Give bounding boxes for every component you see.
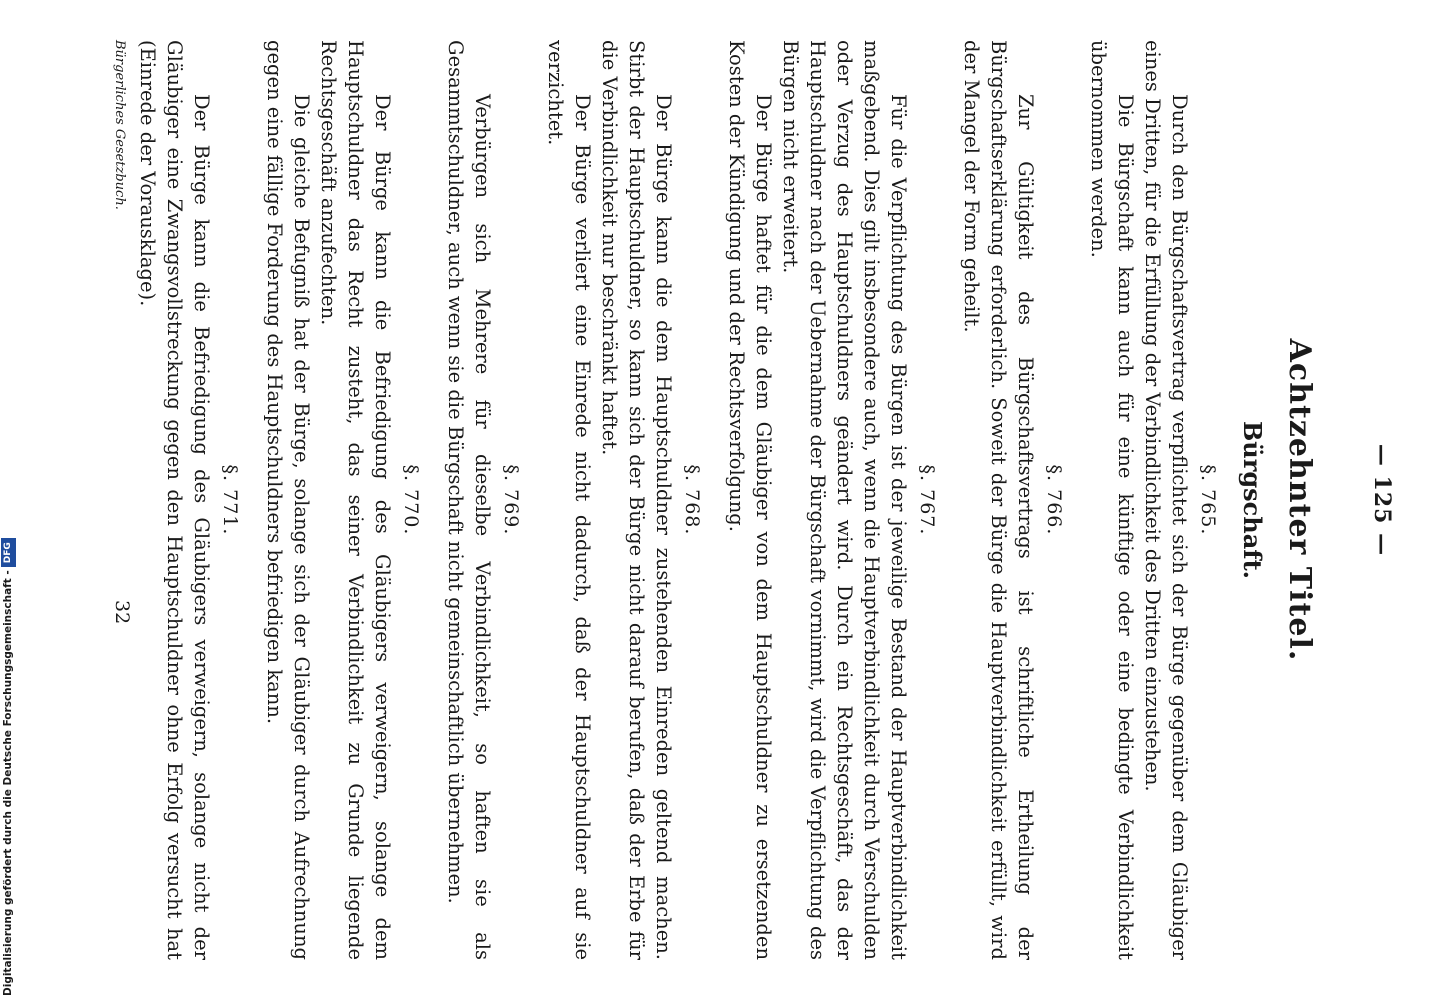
section-heading: §. 765.: [1197, 464, 1219, 536]
document-body: [134, 40, 1225, 960]
section-heading: §. 770.: [400, 464, 422, 536]
chapter-subtitle: Bürgschaft.: [1238, 420, 1267, 580]
section-heading: §. 766.: [1043, 464, 1065, 536]
banner-text: Digitalisierung gefördert durch die Deutsche Forschungsgemeinschaft -: [2, 570, 14, 996]
section-770: [261, 40, 422, 960]
section-767: [723, 40, 938, 960]
paragraph: Der Bürge verliert eine Einrede nicht dadurch, daß der Hauptschuldner auf sie verzichtet.: [544, 40, 594, 960]
chapter-title: Achtzehnter Titel.: [1282, 338, 1317, 662]
paragraph: Der Bürge haftet für die dem Gläubiger von dem Hauptschuldner zu ersetzenden Kosten der Kündigung und der Rechtsverfolgung.: [725, 40, 775, 960]
section-765: [1085, 40, 1219, 960]
paragraph: Durch den Bürgschaftsvertrag verpflichtet sich der Bürge gegenüber dem Gläubiger eines Dritten, für die Erfüllung der Verbindlichkeit des Dritten einzustehen.: [1141, 40, 1191, 960]
paragraph: Der Bürge kann die dem Hauptschuldner zustehenden Einreden geltend machen. Stirbt der Hauptschuldner, so kann sich der Bürge nicht darauf berufen, daß der Erbe für die Verbindlichkeit nur beschränkt haftet.: [598, 40, 675, 960]
section-766: [958, 40, 1065, 960]
paragraph: Verbürgen sich Mehrere für dieselbe Verbindlichkeit, so haften sie als Gesammtschuldner, auch wenn sie die Bürgschaft nicht gemeinschaftlich übernehmen.: [444, 40, 494, 960]
section-heading: §. 771.: [219, 464, 241, 536]
paragraph: Zur Gültigkeit des Bürgschaftsvertrags ist schriftliche Ertheilung der Bürgschaftserklärung erforderlich. Soweit der Bürge die Hauptverbindlichkeit erfüllt, wird der Mangel der Form geheilt.: [960, 40, 1037, 960]
section-768: [542, 40, 703, 960]
section-heading: §. 768.: [681, 464, 703, 536]
section-heading: §. 767.: [916, 464, 938, 536]
paragraph: Für die Verpflichtung des Bürgen ist der jeweilige Bestand der Hauptverbindlichkeit maßgebend. Dies gilt insbesondere auch, wenn die Hauptverbindlichkeit durch Verschulden oder Verzug des Hauptschuldners geändert wird. Durch ein Rechtsgeschäft, das der Hauptschuldner nach der Uebernahme der Bürgschaft vornimmt, wird die Verpflichtung des Bürgen nicht erweitert.: [779, 40, 910, 960]
section-769: [442, 40, 522, 960]
paragraph: Die Bürgschaft kann auch für eine künftige oder eine bedingte Verbindlichkeit übernommen werden.: [1087, 40, 1137, 960]
paragraph: Der Bürge kann die Befriedigung des Gläubigers verweigern, solange nicht der Gläubiger eine Zwangsvollstreckung gegen den Hauptschuldner ohne Erfolg versucht hat (Einrede der Vorausklage).: [136, 40, 213, 960]
sheet-number: 32: [111, 600, 133, 625]
dfg-logo-icon: DFG: [1, 538, 16, 567]
paragraph: Die gleiche Befugniß hat der Bürge, solange sich der Gläubiger durch Aufrechnung gegen eine fällige Forderung des Hauptschuldners befriedigen kann.: [263, 40, 313, 960]
section-771: [134, 40, 241, 960]
paragraph: Der Bürge kann die Befriedigung des Gläubigers verweigern, solange dem Hauptschuldner das Recht zusteht, das seiner Verbindlichkeit zu Grunde liegende Rechtsgeschäft anzufechten.: [317, 40, 394, 960]
document-page: [95, 40, 1395, 960]
digitization-banner: [0, 542, 16, 996]
footer-signature: Bürgerliches Gesetzbuch.: [112, 40, 127, 210]
section-heading: §. 769.: [500, 464, 522, 536]
page-number-header: — 125 —: [1369, 443, 1395, 557]
